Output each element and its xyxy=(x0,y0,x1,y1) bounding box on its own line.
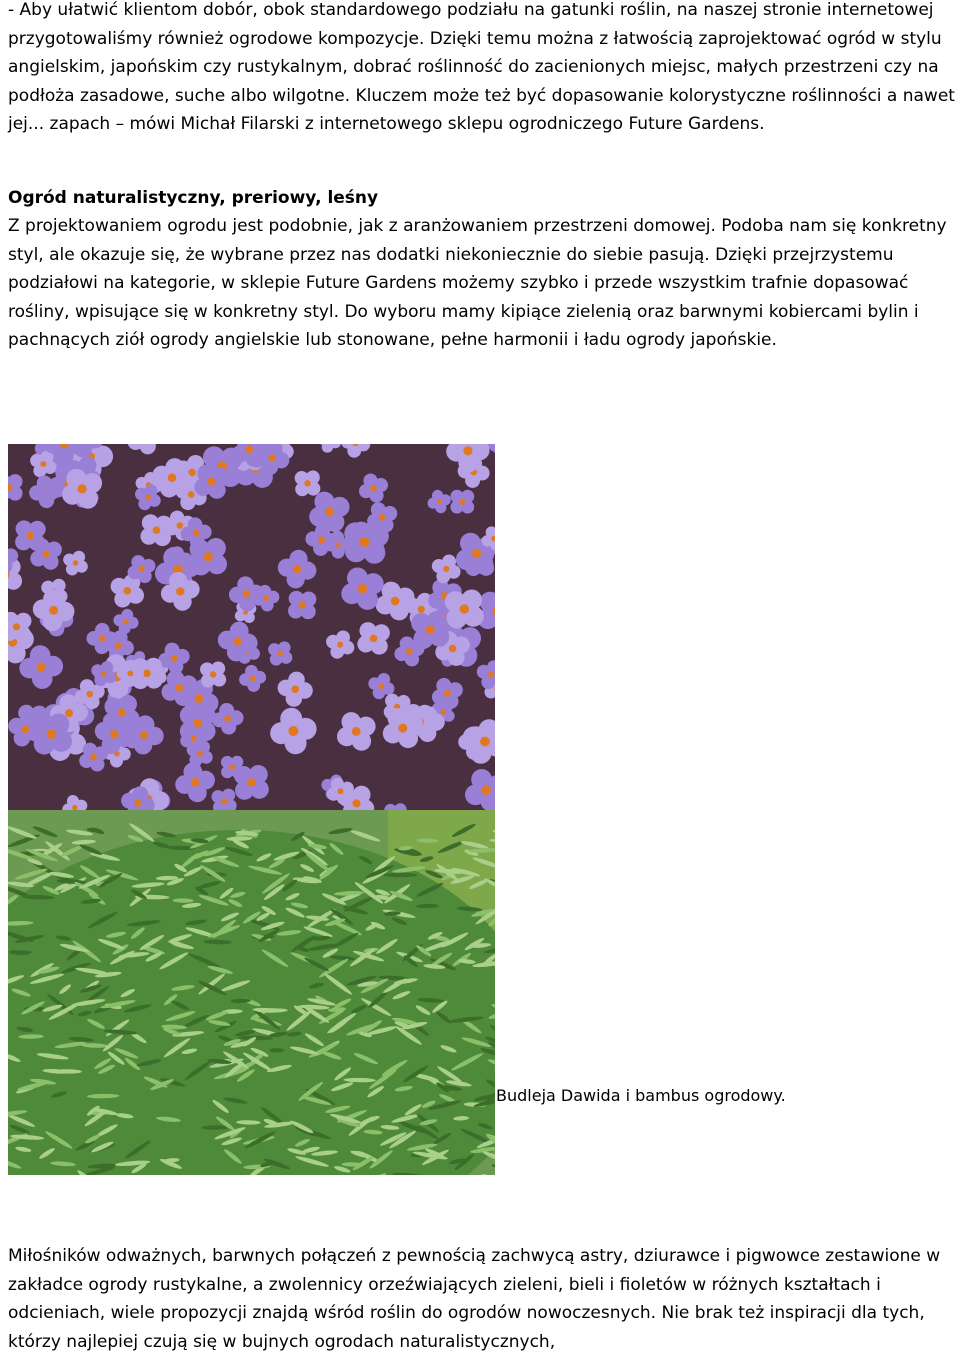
bamboo-shrub-image xyxy=(8,810,495,1175)
figure xyxy=(8,444,908,1175)
budleja-photo xyxy=(8,444,495,810)
outro-paragraph: Miłośników odważnych, barwnych połączeń z pewnością zachwycą astry, dziurawce i pigwowce zestawione w zakładce ogrody rustykalne, a zwolennicy orzeźwiających zieleni, bieli i fioletów w różnych kształtach i odcieniach, wiele propozycji znajdą wśród roślin do ogrodów nowoczesnych. Nie brak też inspiracji dla tych, którzy najlepiej czują się w bujnych ogrodach naturalistycznych, xyxy=(8,1242,960,1356)
intro-paragraph: - Aby ułatwić klientom dobór, obok standardowego podziału na gatunki roślin, na naszej stronie internetowej przygotowaliśmy również ogrodowe kompozycje. Dzięki temu można z łatwością zaprojektować ogród w stylu angielskim, japońskim czy rustykalnym, dobrać roślinność do zacienionych miejsc, małych przestrzeni czy na podłoża zasadowe, suche albo wilgotne. Kluczem może też być dopasowanie kolorystyczne roślinności a nawet jej... zapach – mówi Michał Filarski z internetowego sklepu ogrodniczego Future Gardens. xyxy=(8,0,960,139)
figure-caption: Budleja Dawida i bambus ogrodowy. xyxy=(496,1084,786,1108)
budleja-flowers-image xyxy=(8,444,495,810)
section-heading: Ogród naturalistyczny, preriowy, leśny xyxy=(8,184,378,212)
bamboo-photo xyxy=(8,810,495,1175)
section-paragraph: Z projektowaniem ogrodu jest podobnie, jak z aranżowaniem przestrzeni domowej. Podoba nam się konkretny styl, ale okazuje się, że wybrane przez nas dodatki niekoniecznie do siebie pasują. Dzięki przejrzystemu podziałowi na kategorie, w sklepie Future Gardens możemy szybko i przede wszystkim trafnie dopasować rośliny, wpisujące się w konkretny styl. Do wyboru mamy kipiące zielenią oraz barwnymi kobiercami bylin i pachnących ziół ogrody angielskie lub stonowane, pełne harmonii i ładu ogrody japońskie. xyxy=(8,212,958,355)
